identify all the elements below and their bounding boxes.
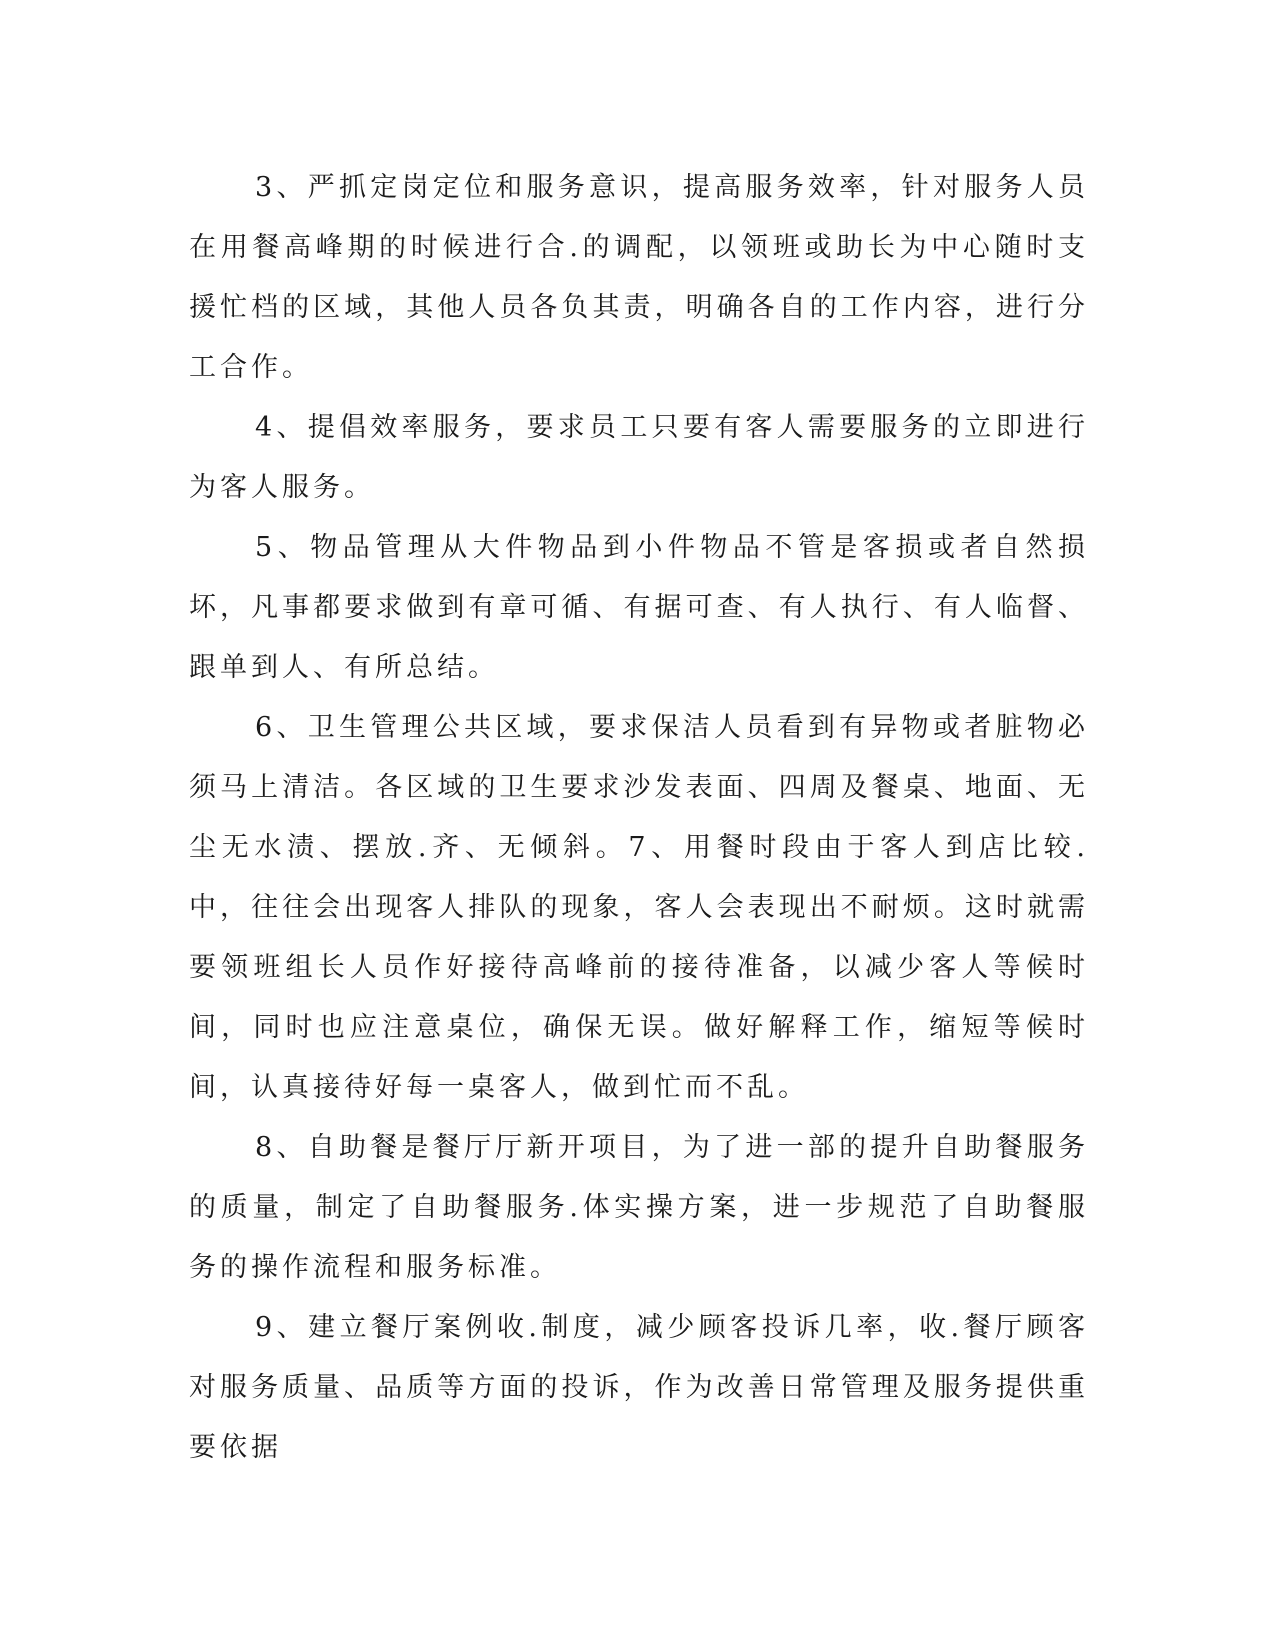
paragraph-4: 4、提倡效率服务，要求员工只要有客人需要服务的立即进行为客人服务。: [189, 412, 1089, 503]
paragraph-9: 9、建立餐厅案例收.制度，减少顾客投诉几率，收.餐厅顾客对服务质量、品质等方面的投诉，作为改善日常管理及服务提供重要依据: [189, 1312, 1089, 1463]
paragraph-6-7: 6、卫生管理公共区域，要求保洁人员看到有异物或者脏物必须马上清洁。各区域的卫生要求沙发表面、四周及餐桌、地面、无尘无水渍、摆放.齐、无倾斜。7、用餐时段由于客人到店比较.中，往往会出现客人排队的现象，客人会表现出不耐烦。这时就需要领班组长人员作好接待高峰前的接待准备，以减少客人等候时间，同时也应注意桌位，确保无误。做好解释工作，缩短等候时间，认真接待好每一桌客人，做到忙而不乱。: [189, 712, 1089, 1103]
paragraph-8: 8、自助餐是餐厅厅新开项目，为了进一部的提升自助餐服务的质量，制定了自助餐服务.体实操方案，进一步规范了自助餐服务的操作流程和服务标准。: [189, 1132, 1089, 1283]
document-body: [189, 158, 1089, 1478]
paragraph-5: 5、物品管理从大件物品到小件物品不管是客损或者自然损坏，凡事都要求做到有章可循、有据可查、有人执行、有人临督、跟单到人、有所总结。: [189, 532, 1089, 683]
paragraph-3: 3、严抓定岗定位和服务意识，提高服务效率，针对服务人员在用餐高峰期的时候进行合.的调配，以领班或助长为中心随时支援忙档的区域，其他人员各负其责，明确各自的工作内容，进行分工合作。: [189, 172, 1089, 383]
